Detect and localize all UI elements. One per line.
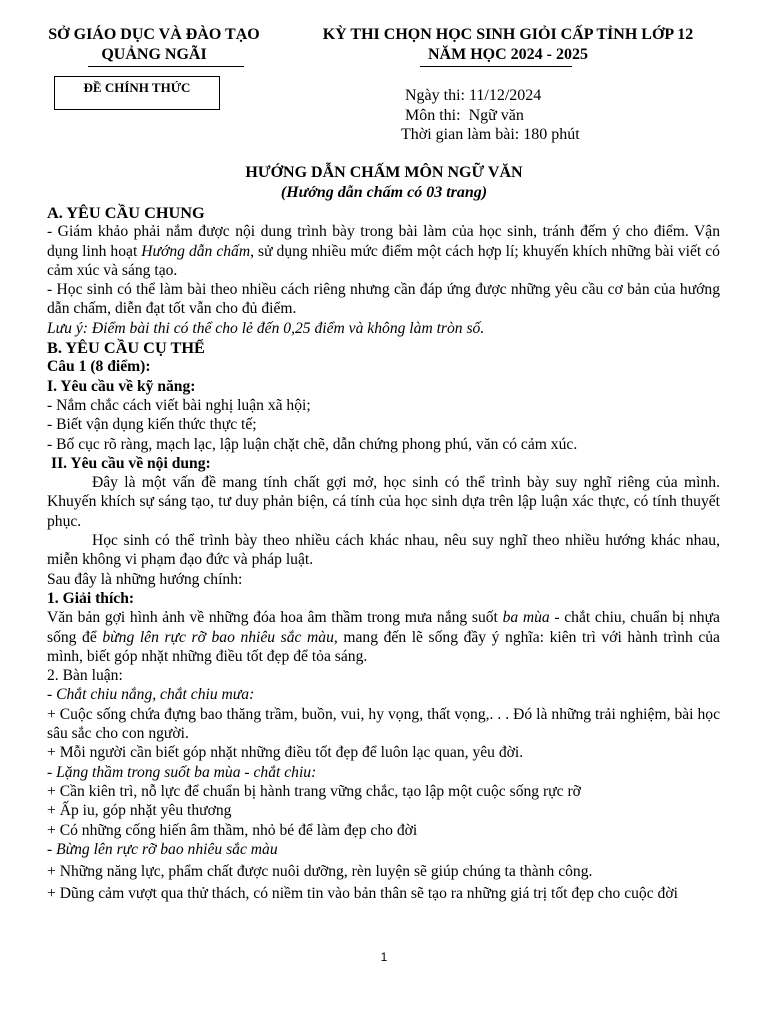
text-run: , sử dụng nhiều mức điểm một cách hợp lí; khuyến khích những bài viết có cảm xúc và sáng tạo. [47, 242, 720, 279]
emphasis-text: bừng lên rực rỡ bao nhiêu sắc màu [102, 628, 334, 646]
section-a-note: Lưu ý: Điểm bài thi có thể cho lẻ đến 0,25 điểm và không làm tròn số. [47, 319, 485, 337]
document-body [47, 203, 720, 904]
exam-subject: Môn thi: Ngữ văn [405, 106, 524, 124]
explain-paragraph [47, 608, 720, 666]
emphasis-text: ba mùa [502, 609, 550, 627]
question-1-heading: Câu 1 (8 điểm): [47, 358, 151, 376]
document-subtitle: (Hướng dẫn chấm có 03 trang) [280, 184, 488, 201]
text-run: - Giám khảo phải nắm được nội dung trình bày trong bài làm của học sinh, tránh đếm ý cho điểm. Vận dụng linh hoạt [47, 223, 720, 260]
exam-duration: Thời gian làm bài: 180 phút [401, 126, 580, 144]
page-number: 1 [380, 950, 388, 964]
content-paragraph-2: Học sinh có thể trình bày theo nhiều cách khác nhau, nêu suy nghĩ theo nhiều hướng khác nhau, miễn không vi phạm đạo đức và pháp luật. [47, 532, 720, 569]
department-name: SỞ GIÁO DỤC VÀ ĐÀO TẠO [48, 26, 260, 43]
exam-info [401, 86, 580, 145]
document-title: HƯỚNG DẪN CHẤM MÔN NGỮ VĂN [245, 164, 523, 181]
text-run: Văn bản gợi hình ảnh về những đóa hoa âm thầm trong mưa nắng suốt [47, 609, 503, 627]
discuss-point: + Mỗi người cần biết góp nhặt những điều tốt đẹp để luôn lạc quan, yêu đời. [47, 744, 524, 762]
content-paragraph-1: Đây là một vấn đề mang tính chất gợi mở, học sinh có thể trình bày suy nghĩ riêng của mình. Khuyến khích sự sáng tạo, tư duy phản biện, cá tính của học sinh dựa trên lập luận xác thực, có tính thuyết phục. [47, 474, 720, 530]
section-a-paragraph-2: - Học sinh có thể làm bài theo nhiều cách riêng nhưng cần đáp ứng được những yêu cầu cơ bản của hướng dẫn chấm, diễn đạt tốt vẫn cho đủ điểm. [47, 281, 720, 318]
department-underline [88, 66, 244, 67]
official-stamp-box: ĐỀ CHÍNH THỨC [54, 76, 220, 110]
department-header [30, 25, 278, 65]
section-a-paragraph-1 [47, 222, 720, 280]
discuss-point: + Cần kiên trì, nỗ lực để chuẩn bị hành trang vững chắc, tạo lập một cuộc sống rực rỡ [47, 782, 581, 800]
exam-name: KỲ THI CHỌN HỌC SINH GIỎI CẤP TỈNH LỚP 12 [322, 26, 694, 43]
skill-item: - Biết vận dụng kiến thức thực tế; [47, 416, 257, 434]
discuss-point: + Dũng cảm vượt qua thử thách, có niềm tin vào bản thân sẽ tạo ra những giá trị tốt đẹp cho cuộc đời [47, 885, 678, 903]
discuss-heading: 2. Bàn luận: [47, 667, 123, 685]
province-name: QUẢNG NGÃI [101, 46, 207, 63]
emphasis-text: Hướng dẫn chấm [141, 242, 251, 260]
exam-underline [420, 66, 572, 67]
discuss-point: + Ấp iu, góp nhặt yêu thương [47, 802, 232, 820]
discuss-subheading-3: - Bừng lên rực rỡ bao nhiêu sắc màu [47, 840, 278, 858]
section-b-heading: B. YÊU CẦU CỤ THỂ [47, 338, 205, 358]
discuss-subheading-1: - Chắt chiu nắng, chắt chiu mưa: [47, 686, 255, 704]
exam-date: Ngày thi: 11/12/2024 [405, 87, 542, 104]
skill-item: - Bố cục rõ ràng, mạch lạc, lập luận chặt chẽ, dẫn chứng phong phú, văn có cảm xúc. [47, 435, 578, 453]
content-paragraph-3: Sau đây là những hướng chính: [47, 570, 243, 588]
discuss-subheading-2: - Lặng thầm trong suốt ba mùa - chắt chiu: [47, 763, 317, 781]
school-year: NĂM HỌC 2024 - 2025 [428, 46, 588, 63]
section-a-heading: A. YÊU CẦU CHUNG [47, 203, 205, 222]
discuss-point: + Có những cống hiến âm thầm, nhỏ bé để làm đẹp cho đời [47, 821, 418, 839]
text-run: , mang đến lẽ sống đầy ý nghĩa: kiên trì với hành trình của mình, biết góp nhặt những điều tốt đẹp để tỏa sáng. [47, 628, 720, 665]
skill-item: - Nắm chắc cách viết bài nghị luận xã hội; [47, 396, 311, 414]
exam-header [292, 25, 724, 65]
text-run: - chắt chiu, chuẩn bị nhựa sống để [47, 609, 720, 646]
explain-heading: 1. Giải thích: [47, 589, 135, 607]
discuss-point: + Những năng lực, phẩm chất được nuôi dưỡng, rèn luyện sẽ giúp chúng ta thành công. [47, 863, 593, 881]
skills-heading: I. Yêu cầu về kỹ năng: [47, 377, 196, 395]
discuss-point: + Cuộc sống chứa đựng bao thăng trầm, buồn, vui, hy vọng, thất vọng,. . . Đó là những trải nghiệm, bài học sâu sắc cho con người. [47, 705, 720, 743]
content-heading: II. Yêu cầu về nội dung: [51, 454, 211, 472]
